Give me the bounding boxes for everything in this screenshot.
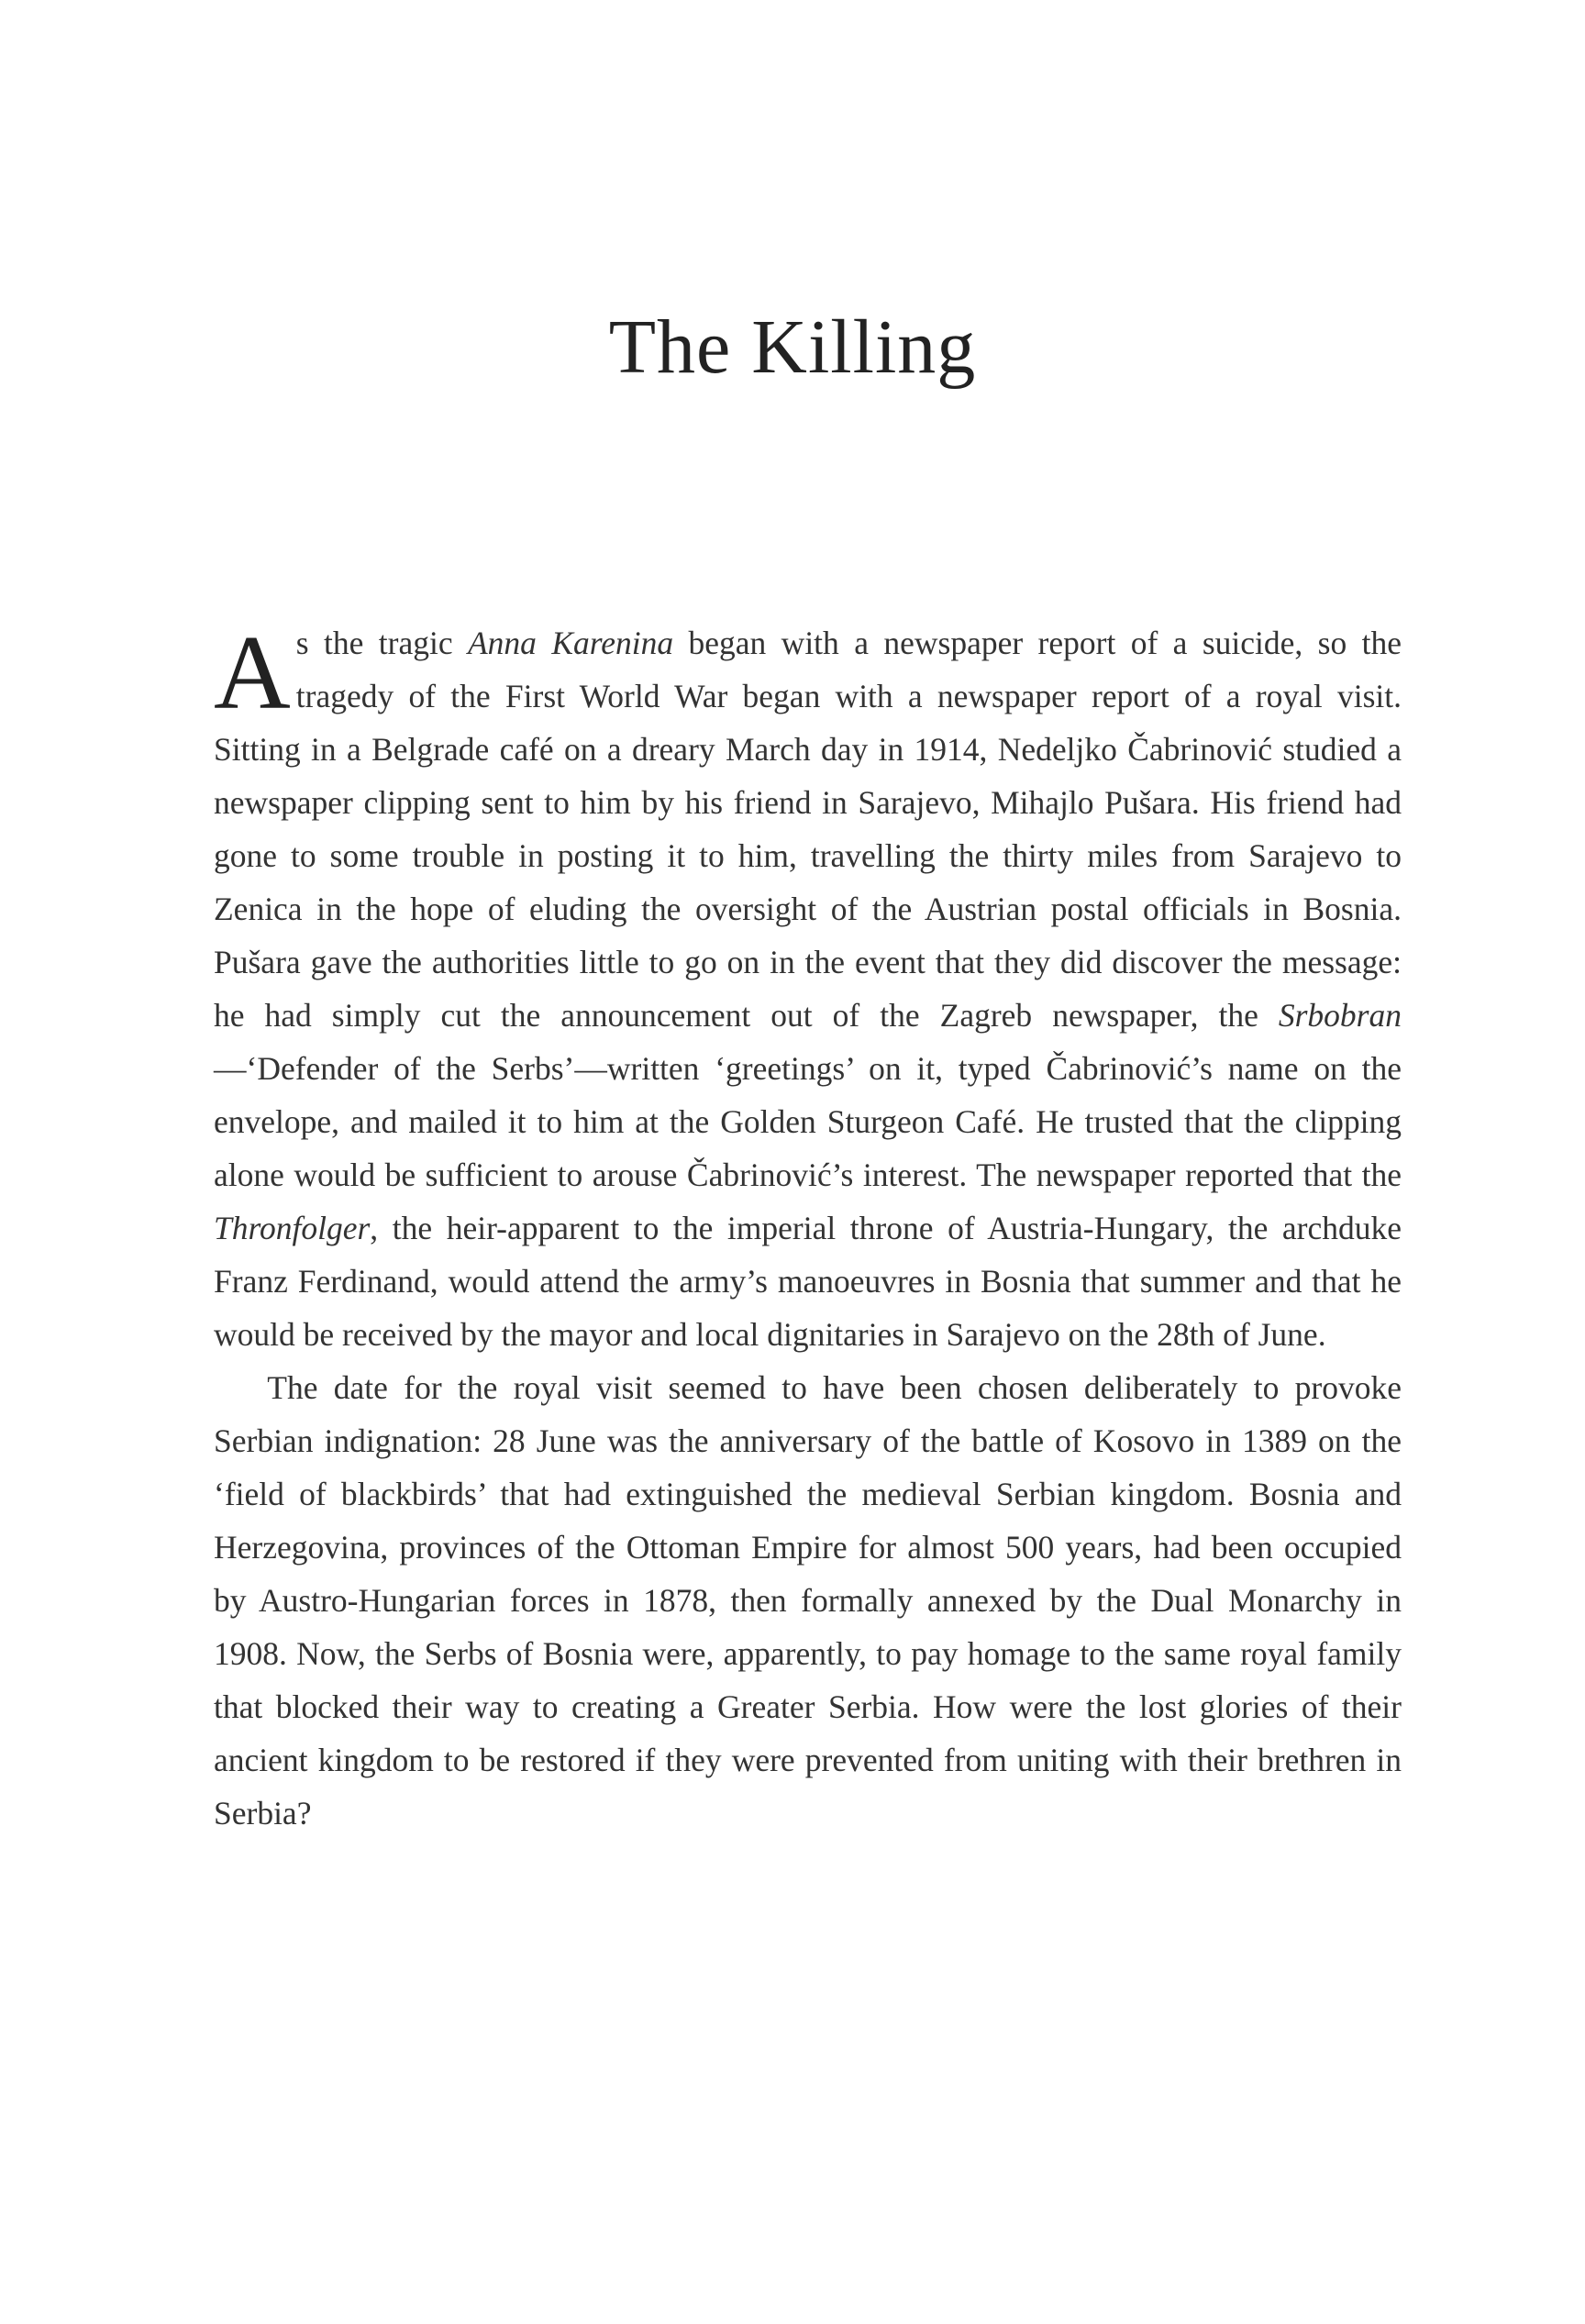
book-title-anna-karenina: Anna Karenina xyxy=(467,625,674,661)
newspaper-name-srbobran: Srbobran xyxy=(1278,997,1402,1034)
paragraph-1-lead: s the tragic xyxy=(295,625,468,661)
chapter-body xyxy=(214,616,1402,1840)
paragraph-2: The date for the royal visit seemed to have been chosen deliberately to provoke Serbian indignation: 28 June was the anniversary of the battle of Kosovo in 1389 on the ‘field of blackbirds’ that had extinguished the medieval Serbian kingdom. Bosnia and Herzegovina, provinces of the Ottoman Empire for almost 500 years, had been occupied by Austro-Hungarian forces in 1878, then formally annexed by the Dual Monarchy in 1908. Now, the Serbs of Bosnia were, apparently, to pay homage to the same royal family that blocked their way to creating a Greater Serbia. How were the lost glories of their ancient kingdom to be restored if they were prevented from uniting with their brethren in Serbia? xyxy=(214,1369,1402,1832)
term-thronfolger: Thronfolger xyxy=(214,1210,371,1246)
paragraph-1-text-1: began with a newspaper report of a suicide, so the tragedy of the First World War began with a newspaper report of a royal visit. Sitting in a Belgrade café on a dreary March day in 1914, Nedeljko Čabrinović studied a newspaper clipping sent to him by his friend in Sarajevo, Mihajlo Pušara. His friend had gone to some trouble in posting it to him, travelling the thirty miles from Sarajevo to Zenica in the hope of eluding the oversight of the Austrian postal officials in Bosnia. Pušara gave the authorities little to go on in the event that they did discover the message: he had simply cut the announcement out of the Zagreb newspaper, the xyxy=(214,625,1402,1034)
drop-cap: A xyxy=(214,614,291,732)
paragraph-1-text-3: , the heir-apparent to the imperial throne of Austria-Hungary, the archduke Franz Ferdinand, would attend the army’s manoeuvres in Bosnia that summer and that he would be received by the mayor and local dignitaries in Sarajevo on the 28th of June. xyxy=(214,1210,1402,1353)
paragraph-1 xyxy=(214,616,1402,1361)
chapter-title: The Killing xyxy=(608,304,977,390)
paragraph-1-text-2: —‘Defender of the Serbs’—written ‘greetings’ on it, typed Čabrinović’s name on the envelope, and mailed it to him at the Golden Sturgeon Café. He trusted that the clipping alone would be sufficient to arouse Čabrinović’s interest. The newspaper reported that the xyxy=(214,1050,1402,1193)
